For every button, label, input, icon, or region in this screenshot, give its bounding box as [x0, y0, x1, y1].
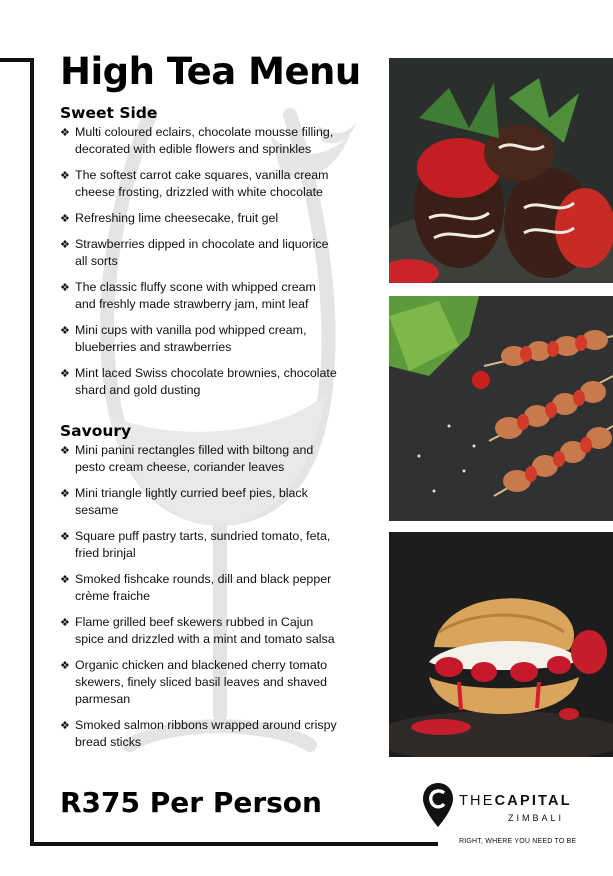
price-label: R375 Per Person	[60, 786, 322, 819]
location-pin-c-icon	[422, 782, 454, 828]
savoury-item	[60, 485, 360, 519]
page-title: High Tea Menu	[60, 50, 361, 93]
savoury-item	[60, 442, 360, 476]
logo-subtitle: ZIMBALI	[508, 813, 565, 823]
diamond-bullet-icon: ❖	[60, 238, 70, 251]
sweet-item-line: Mini cups with vanilla pod whipped cream,	[75, 323, 307, 337]
sweet-item-line: and freshly made strawberry jam, mint leaf	[75, 297, 309, 311]
diamond-bullet-icon: ❖	[60, 530, 70, 543]
sweet-section-title: Sweet Side	[60, 104, 158, 122]
sweet-item-line: cheese frosting, drizzled with white chocolate	[75, 185, 323, 199]
logo-name-bold: CAPITAL	[494, 793, 572, 809]
sweet-item-line: decorated with edible flowers and sprinkles	[75, 142, 312, 156]
savoury-item-line: fried brinjal	[75, 546, 136, 560]
sweet-item-line: The classic fluffy scone with whipped cream	[75, 280, 316, 294]
chicken-skewers-photo	[389, 296, 613, 521]
sweet-item-line: Mint laced Swiss chocolate brownies, chocolate	[75, 366, 337, 380]
logo-tagline: RIGHT, WHERE YOU NEED TO BE	[459, 838, 577, 845]
sweet-item-line: Strawberries dipped in chocolate and liquorice	[75, 237, 329, 251]
savoury-item-line: bread sticks	[75, 735, 142, 749]
sweet-item-line: The softest carrot cake squares, vanilla cream	[75, 168, 329, 182]
savoury-item	[60, 614, 360, 648]
savoury-item-line: spice and drizzled with a mint and tomato salsa	[75, 632, 335, 646]
sweet-item-line: shard and gold dusting	[75, 383, 201, 397]
savoury-item-line: Mini triangle lightly curried beef pies, black	[75, 486, 308, 500]
diamond-bullet-icon: ❖	[60, 367, 70, 380]
diamond-bullet-icon: ❖	[60, 169, 70, 182]
sweet-item	[60, 124, 360, 158]
savoury-item-line: Organic chicken and blackened cherry tomato	[75, 658, 328, 672]
savoury-item	[60, 528, 360, 562]
savoury-item	[60, 571, 360, 605]
savoury-section-title: Savoury	[60, 422, 132, 440]
sweet-item	[60, 322, 360, 356]
logo-name-light: THE	[459, 793, 495, 809]
frame-bottom-line	[30, 842, 438, 846]
diamond-bullet-icon: ❖	[60, 719, 70, 732]
savoury-item-line: Mini panini rectangles filled with biltong and	[75, 443, 314, 457]
diamond-bullet-icon: ❖	[60, 444, 70, 457]
sweet-item	[60, 365, 360, 399]
savoury-item-line: sesame	[75, 503, 119, 517]
savoury-item-line: Square puff pastry tarts, sundried tomato, feta,	[75, 529, 331, 543]
savoury-item-line: skewers, finely sliced basil leaves and shaved	[75, 675, 328, 689]
savoury-item-line: Flame grilled beef skewers rubbed in Cajun	[75, 615, 314, 629]
frame-top-line	[0, 58, 34, 62]
sweet-item-line: all sorts	[75, 254, 118, 268]
diamond-bullet-icon: ❖	[60, 126, 70, 139]
sweet-item	[60, 236, 360, 270]
savoury-item-line: parmesan	[75, 692, 131, 706]
sweet-item	[60, 210, 360, 227]
logo-name	[459, 793, 572, 809]
frame-left-line	[30, 58, 34, 846]
strawberry-scone-photo	[389, 532, 613, 757]
diamond-bullet-icon: ❖	[60, 281, 70, 294]
savoury-item-line: Smoked salmon ribbons wrapped around crispy	[75, 718, 337, 732]
savoury-item-line: crème fraiche	[75, 589, 151, 603]
diamond-bullet-icon: ❖	[60, 324, 70, 337]
savoury-item-list	[60, 442, 360, 760]
sweet-item-line: Refreshing lime cheesecake, fruit gel	[75, 211, 279, 225]
sweet-item-list	[60, 124, 360, 408]
diamond-bullet-icon: ❖	[60, 659, 70, 672]
sweet-item-line: Multi coloured eclairs, chocolate mousse filling,	[75, 125, 334, 139]
savoury-item-line: Smoked fishcake rounds, dill and black pepper	[75, 572, 332, 586]
savoury-item	[60, 657, 360, 708]
diamond-bullet-icon: ❖	[60, 487, 70, 500]
diamond-bullet-icon: ❖	[60, 573, 70, 586]
diamond-bullet-icon: ❖	[60, 616, 70, 629]
sweet-item	[60, 167, 360, 201]
savoury-item	[60, 717, 360, 751]
sweet-item	[60, 279, 360, 313]
savoury-item-line: pesto cream cheese, coriander leaves	[75, 460, 285, 474]
diamond-bullet-icon: ❖	[60, 212, 70, 225]
sweet-item-line: blueberries and strawberries	[75, 340, 232, 354]
chocolate-strawberries-photo	[389, 58, 613, 283]
